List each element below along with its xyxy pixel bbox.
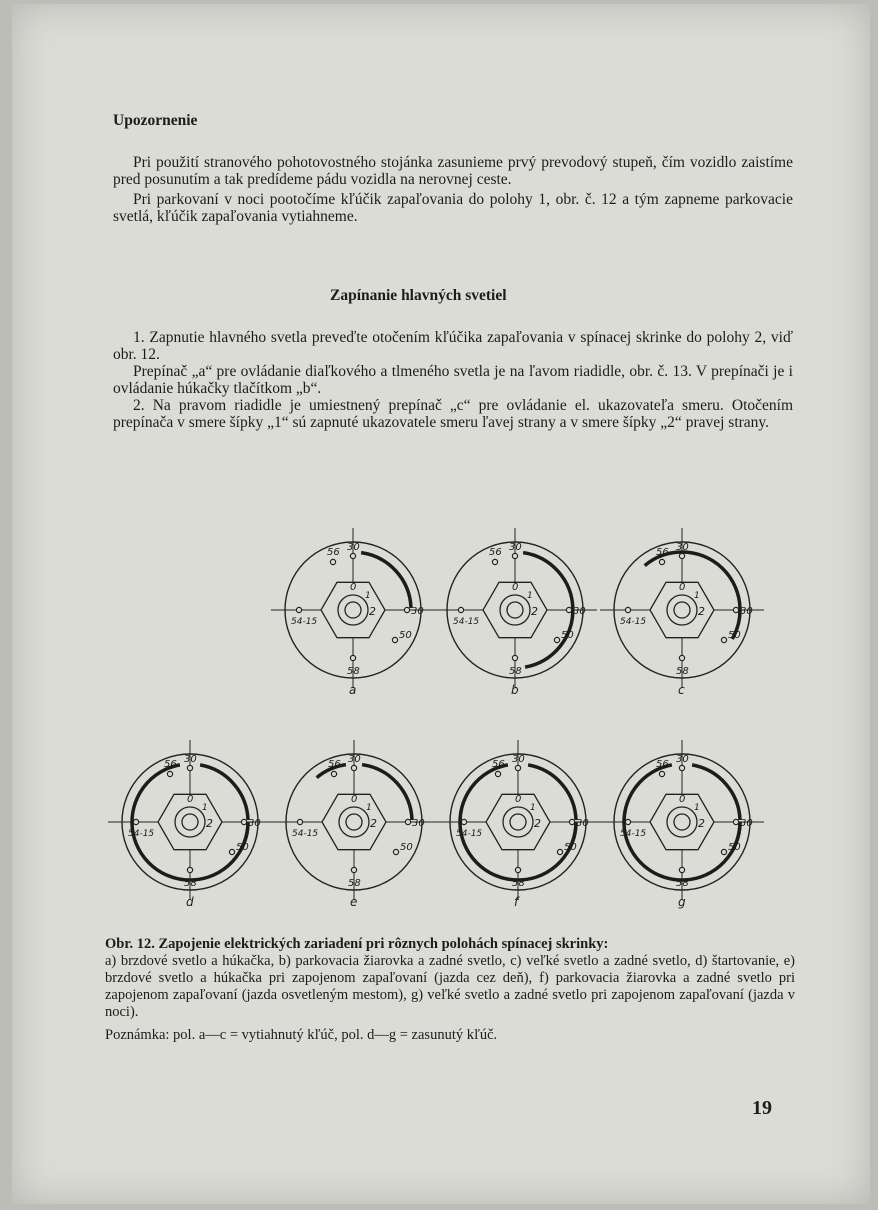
warning-text [113,154,793,225]
terminal [331,771,336,776]
terminal-label-30-right: 30 [248,818,261,829]
terminal [350,655,355,660]
terminal [679,867,684,872]
terminal-label-56: 56 [489,547,502,558]
terminal-label-54-15: 54-15 [620,617,647,627]
terminal [625,607,630,612]
diagram-letter-label: a [349,683,357,697]
position-label-0: 0 [515,794,522,805]
paragraph: Pri použití stranového pohotovostného stojánka zasunieme prvý prevodový stupeň, čím vozidlo zaistíme pred posunutím a tak predídeme pádu vozidla na nerovnej ceste. [113,154,793,188]
terminal-label-50: 50 [561,630,574,641]
terminal [569,819,574,824]
terminal [393,849,398,854]
terminal [659,771,664,776]
terminal-label-30-right: 30 [576,818,589,829]
terminal-label-30-top: 30 [348,754,361,765]
figure-caption [105,936,795,1044]
terminal [187,765,192,770]
switch-diagram-c [592,522,772,702]
terminal-label-56: 56 [492,759,505,770]
position-label-0: 0 [350,582,357,593]
terminal-label-58: 58 [509,666,522,677]
paragraph: 1. Zapnutie hlavného svetla preveďte otočením kľúčika zapaľovania v spínacej skrinke do polohy 2, viď obr. 12. [113,329,793,363]
terminal-label-50: 50 [399,630,412,641]
diagram-letter-label: d [186,895,194,909]
warning-heading: Upozornenie [113,112,198,129]
terminal-label-50: 50 [400,842,413,853]
terminal-label-54-15: 54-15 [291,617,318,627]
terminal-label-54-15: 54-15 [456,829,483,839]
terminal-label-58: 58 [347,666,360,677]
switch-diagram-g [592,734,772,914]
diagram-letter-label: f [514,895,519,909]
position-label-1: 1 [366,803,372,813]
terminal-label-30-top: 30 [184,754,197,765]
terminal [625,819,630,824]
terminal-label-58: 58 [676,666,689,677]
terminal [296,607,301,612]
position-label-0: 0 [512,582,519,593]
terminal-label-58: 58 [512,878,525,889]
diagram-letter-label: g [678,895,686,909]
terminal [229,849,234,854]
terminal [512,553,517,558]
terminal [351,867,356,872]
terminal [515,867,520,872]
terminal [515,765,520,770]
terminal [405,819,410,824]
caption-text: a) brzdové svetlo a húkačka, b) parkovacia žiarovka a zadné svetlo, c) veľké svetlo a zadné svetlo, d) štartovanie, e) brzdové svetlo a húkačka pri zapojenom zapaľovaní (jazda cez deň), f) parkovacia žiarovka a zadné svetlo pri zapojenom zapaľovaní (jazda osvetleným mestom), g) veľké svetlo a zadné svetlo pri zapojenom zapaľovaní (jazda v noci). [105,953,795,1020]
terminal-label-58: 58 [348,878,361,889]
diagram-letter-label: c [678,683,685,697]
terminal-label-50: 50 [728,630,741,641]
position-label-2: 2 [698,605,705,618]
terminal-label-58: 58 [676,878,689,889]
position-label-1: 1 [694,591,700,601]
terminal [461,819,466,824]
terminal-label-50: 50 [236,842,249,853]
paragraph: Prepínač „a“ pre ovládanie diaľkového a tlmeného svetla je na ľavom riadidle, obr. č. 13. V prepínači je i ovládanie húkačky tlačítkom „b“. [113,363,793,397]
position-label-2: 2 [370,817,377,830]
position-label-2: 2 [369,605,376,618]
terminal [554,637,559,642]
terminal [133,819,138,824]
terminal [733,819,738,824]
terminal-label-30-top: 30 [512,754,525,765]
section-heading: Zapínanie hlavných svetiel [330,287,507,304]
terminal [679,765,684,770]
terminal-label-54-15: 54-15 [620,829,647,839]
terminal [241,819,246,824]
terminal-label-30-top: 30 [676,542,689,553]
position-label-0: 0 [679,794,686,805]
switch-diagram-d [100,734,280,914]
terminal-label-30-right: 30 [573,606,586,617]
terminal [659,559,664,564]
switch-diagram-f [428,734,608,914]
paragraph: Pri parkovaní v noci pootočíme kľúčik zapaľovania do polohy 1, obr. č. 12 a tým zapneme parkovacie svetlá, kľúčik zapaľovania vytiahneme. [113,191,793,225]
position-label-2: 2 [206,817,213,830]
switch-diagram-e [264,734,444,914]
terminal [167,771,172,776]
position-label-1: 1 [365,591,371,601]
terminal [458,607,463,612]
position-label-1: 1 [202,803,208,813]
terminal [679,553,684,558]
diagram-letter-label: b [511,683,519,697]
terminal-label-58: 58 [184,878,197,889]
diagram-letter-label: e [350,895,358,909]
terminal-label-54-15: 54-15 [453,617,480,627]
terminal-label-56: 56 [656,759,669,770]
terminal-label-30-top: 30 [509,542,522,553]
terminal-label-50: 50 [728,842,741,853]
terminal [187,867,192,872]
position-label-2: 2 [534,817,541,830]
position-label-2: 2 [531,605,538,618]
terminal-label-56: 56 [164,759,177,770]
terminal [512,655,517,660]
position-label-2: 2 [698,817,705,830]
terminal-label-30-right: 30 [412,818,425,829]
terminal-label-56: 56 [328,759,341,770]
terminal [351,765,356,770]
terminal [721,849,726,854]
terminal-label-56: 56 [656,547,669,558]
paragraph: 2. Na pravom riadidle je umiestnený prepínač „c“ pre ovládanie el. ukazovateľa smeru. Otočením prepínača v smere šípky „1“ sú zapnuté ukazovatele smeru ľavej strany a v smere šípky „2“ pravej strany. [113,397,793,431]
terminal-label-30-top: 30 [676,754,689,765]
terminal [557,849,562,854]
position-label-0: 0 [187,794,194,805]
position-label-0: 0 [679,582,686,593]
terminal [566,607,571,612]
terminal-label-56: 56 [327,547,340,558]
terminal [679,655,684,660]
caption-title: Obr. 12. Zapojenie elektrických zariadení pri rôznych polohách spínacej skrinky: [105,936,609,952]
terminal [733,607,738,612]
terminal [721,637,726,642]
section-text [113,329,793,431]
terminal [330,559,335,564]
caption-note: Poznámka: pol. a—c = vytiahnutý kľúč, pol. d—g = zasunutý kľúč. [105,1027,498,1043]
position-label-1: 1 [527,591,533,601]
terminal [495,771,500,776]
terminal [404,607,409,612]
position-label-1: 1 [694,803,700,813]
switch-diagram-b [425,522,605,702]
terminal-label-30-top: 30 [347,542,360,553]
position-label-1: 1 [530,803,536,813]
terminal [350,553,355,558]
terminal [297,819,302,824]
terminal-label-30-right: 30 [740,606,753,617]
terminal [392,637,397,642]
switch-diagram-a [263,522,443,702]
terminal-label-54-15: 54-15 [128,829,155,839]
position-label-0: 0 [351,794,358,805]
page-number: 19 [752,1097,772,1119]
terminal-label-50: 50 [564,842,577,853]
terminal-label-30-right: 30 [411,606,424,617]
terminal-label-30-right: 30 [740,818,753,829]
terminal [492,559,497,564]
terminal-label-54-15: 54-15 [292,829,319,839]
